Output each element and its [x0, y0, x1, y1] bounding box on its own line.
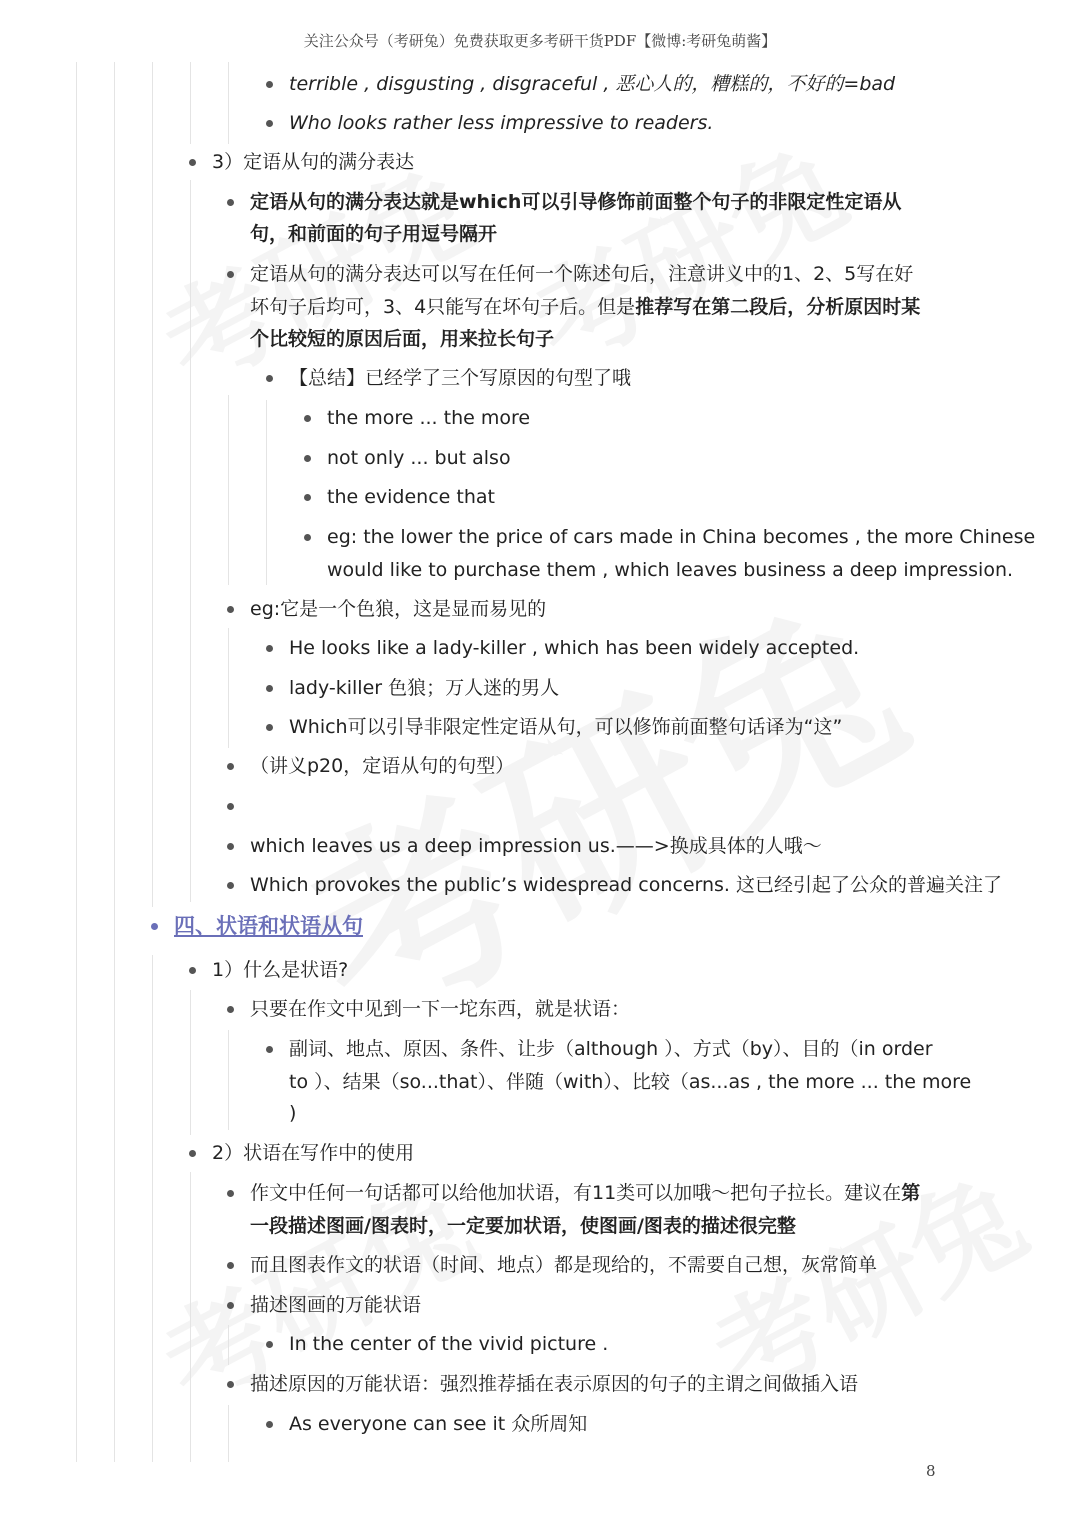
indent-guide: [190, 62, 191, 144]
indent-guide: [190, 180, 191, 902]
list-item: As everyone can see it 众所周知: [289, 1408, 587, 1441]
list-item: the more ... the more: [327, 402, 530, 435]
indent-guide: [152, 62, 153, 907]
list-item-continuation: 一段描述图画/图表时，一定要加状语，使图画/图表的描述很完整: [250, 1215, 796, 1237]
list-item: 定语从句的满分表达可以写在任何一个陈述句后，注意讲义中的1、2、5写在好: [250, 258, 913, 291]
list-item: not only ... but also: [327, 442, 511, 475]
list-item: 而且图表作文的状语（时间、地点）都是现给的，不需要自己想，灰常简单: [250, 1249, 877, 1282]
list-item: Which可以引导非限定性定语从句，可以修饰前面整句话译为“这”: [289, 711, 842, 744]
list-item: 描述图画的万能状语: [250, 1289, 421, 1322]
list-item: eg:它是一个色狼，这是显而易见的: [250, 593, 546, 626]
list-item: 描述原因的万能状语：强烈推荐插在表示原因的句子的主谓之间做插入语: [250, 1368, 858, 1401]
list-item: He looks like a lady-killer , which has been widely accepted.: [289, 632, 859, 665]
list-item: 2）状语在写作中的使用: [212, 1137, 414, 1170]
list-item-continuation: 句，和前面的句子用逗号隔开: [250, 223, 498, 245]
list-item: the evidence that: [327, 481, 495, 514]
indent-guide: [228, 62, 229, 144]
list-item: Which provokes the public’s widespread concerns. 这已经引起了公众的普遍关注了: [250, 869, 1002, 902]
indent-guide: [190, 1172, 191, 1462]
list-item: 只要在作文中见到一下一坨东西，就是状语：: [250, 993, 630, 1026]
indent-guide: [190, 990, 191, 1135]
watermark: [502, 102, 868, 396]
list-item: which leaves us a deep impression us.——>换成具体的人哦～: [250, 830, 822, 863]
list-item-continuation: would like to purchase them , which leaves business a deep impression.: [327, 559, 1014, 581]
section-heading[interactable]: 四、状语和状语从句: [174, 910, 363, 944]
list-item: Who looks rather less impressive to readers.: [289, 107, 713, 140]
indent-guide: [76, 62, 77, 1462]
list-item: （讲义p20，定语从句的句型）: [250, 750, 514, 783]
list-item: 【总结】已经学了三个写原因的句型了哦: [289, 362, 631, 395]
list-item: terrible , disgusting , disgraceful , 恶心人的，糟糕的，不好的=bad: [289, 68, 895, 101]
list-item-continuation: 坏句子后均可，3、4只能写在坏句子后。但是推荐写在第二段后，分析原因时某: [250, 296, 921, 318]
list-item: lady-killer 色狼；万人迷的男人: [289, 672, 559, 705]
list-item: 作文中任何一句话都可以给他加状语，有11类可以加哦～把句子拉长。建议在第: [250, 1177, 920, 1210]
list-item: 1）什么是状语?: [212, 954, 348, 987]
indent-guide: [228, 395, 229, 585]
indent-guide: [266, 400, 267, 585]
page-number: 8: [926, 1462, 936, 1480]
list-item-continuation: 个比较短的原因后面，用来拉长句子: [250, 328, 555, 350]
indent-guide: [228, 1405, 229, 1462]
page-header: 关注公众号（考研兔）免费获取更多考研干货PDF【微博:考研兔萌酱】: [303, 32, 777, 50]
indent-guide: [228, 628, 229, 748]
indent-guide: [228, 1030, 229, 1130]
list-item: In the center of the vivid picture .: [289, 1328, 608, 1361]
indent-guide: [114, 62, 115, 1462]
list-item: 定语从句的满分表达就是which可以引导修饰前面整个句子的非限定性定语从: [250, 186, 901, 219]
list-item-continuation: ): [289, 1102, 297, 1124]
indent-guide: [152, 955, 153, 1462]
list-item: 副词、地点、原因、条件、让步（although ）、方式（by）、目的（in order: [289, 1033, 933, 1066]
indent-guide: [228, 1325, 229, 1365]
list-item: 3）定语从句的满分表达: [212, 146, 414, 179]
list-item: eg: the lower the price of cars made in China becomes , the more Chinese: [327, 521, 1035, 554]
list-item-continuation: to ）、结果（so...that）、伴随（with）、比较（as...as , the more ... the more: [289, 1071, 972, 1093]
